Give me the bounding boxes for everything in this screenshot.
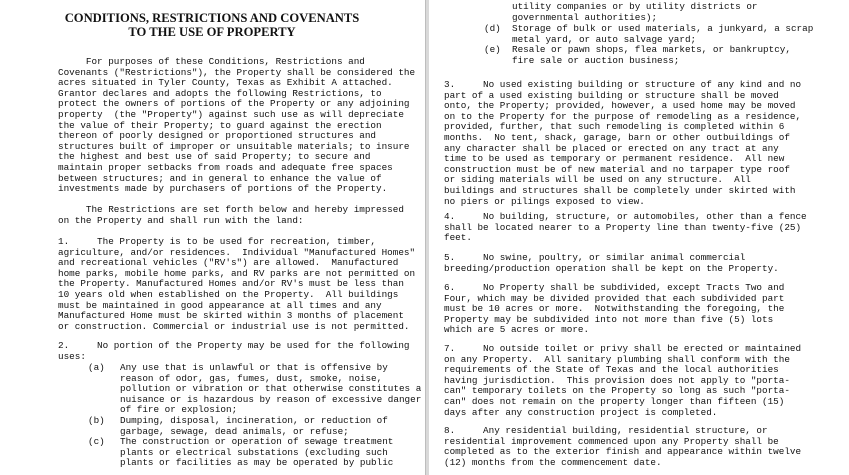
text-line: Property may be subdivided into not more than five (5) lots xyxy=(444,313,774,325)
text-line: requirements of the State of Texas and the local authorities xyxy=(444,364,779,376)
subitem xyxy=(444,45,844,66)
subitem-list-left xyxy=(58,362,422,469)
text-line: uses: xyxy=(58,350,86,362)
text-line: Any use that is unlawful or that is offensive by xyxy=(120,362,388,373)
subitem xyxy=(444,24,844,45)
restriction-8 xyxy=(444,426,844,468)
restriction-6 xyxy=(444,283,844,336)
text-line: The construction or operation of sewage treatment xyxy=(120,436,394,448)
text-line: of fire or explosion; xyxy=(120,404,238,416)
restriction-7 xyxy=(444,344,844,418)
restriction-2-continuation xyxy=(444,2,844,23)
title-line-2: TO THE USE OF PROPERTY xyxy=(128,24,296,39)
text-line: fire sale or auction business; xyxy=(512,54,680,66)
intro-lines xyxy=(58,56,416,195)
text-line: having jurisdiction. This provision does not apply to "porta- xyxy=(444,374,790,386)
restriction-2-lines xyxy=(58,341,410,362)
text-line: buildings and structures shall be completely under skirted with xyxy=(444,184,796,196)
text-line: protect the owners of portions of the Property or any adjoining xyxy=(58,98,410,110)
text-line: maintain proper setbacks from roads and adequate free spaces xyxy=(58,161,393,173)
restriction-3-lines xyxy=(444,80,844,207)
text-line: plants or electrical substations (excluding such xyxy=(120,446,388,458)
text-line: which are 5 acres or more. xyxy=(444,324,590,336)
text-line: months. No tent, shack, garage, barn or other outbuildings of xyxy=(444,131,790,143)
restriction-2-subitems-right xyxy=(444,24,844,66)
restriction-2 xyxy=(58,341,410,362)
text-line: acres situated in Tyler County, Texas as Exhibit A attached. xyxy=(58,77,393,89)
text-line: any character shall be placed or erected on any tract at any xyxy=(444,142,779,154)
text-line: 1. The Property is to be used for recreation, timber, xyxy=(58,236,377,247)
text-line: property (the "Property") against such use as will depreciate xyxy=(58,108,404,120)
set-forth-lines xyxy=(58,205,410,226)
text-line: 7. No outside toilet or privy shall be erected or maintained xyxy=(444,343,802,354)
page-divider xyxy=(425,0,429,475)
text-line: provided, further, that such remodeling is completed within 6 xyxy=(444,121,785,133)
text-line: 3. No used existing building or structure of any kind and no xyxy=(444,79,802,90)
subitem-label: (d) xyxy=(484,23,501,34)
text-line: breeding/production operation shall be kept on the Property. xyxy=(444,262,779,274)
text-line: Resale or pawn shops, flea markets, or bankruptcy, xyxy=(512,44,791,56)
text-line: agriculture, and/or residences. Individual "Manufactured Homes" xyxy=(58,246,416,258)
text-line: or construction. Commercial or industrial use is not permitted. xyxy=(58,320,410,332)
subitem xyxy=(58,437,410,469)
text-line: must be 10 acres or more. Notwithstanding the foregoing, the xyxy=(444,303,785,315)
text-line: governmental authorities); xyxy=(512,11,658,23)
text-line: 2. No portion of the Property may be used for the following xyxy=(58,340,410,351)
text-line: on the Property and shall run with the land: xyxy=(58,214,304,226)
text-line: onto, the Property; provided, however, a used home may be moved xyxy=(444,100,796,112)
restriction-1-lines xyxy=(58,236,416,332)
restriction-4 xyxy=(444,212,844,244)
text-line: plants or facilities as may be operated by public xyxy=(120,457,394,469)
text-line: can" does not remain on the property longer than fifteen (15) xyxy=(444,395,785,407)
set-forth-paragraph xyxy=(58,205,410,226)
title-line-1: CONDITIONS, RESTRICTIONS AND COVENANTS xyxy=(64,11,360,25)
restriction-5-lines xyxy=(444,253,844,274)
text-line: 5. No swine, poultry, or similar animal commercial xyxy=(444,252,746,263)
text-line: Grantor declares and adopts the following Restrictions, to xyxy=(58,87,382,99)
text-line: Manufactured Home must be skirted within 3 months of placement xyxy=(58,310,404,322)
text-line: home parks, mobile home parks, and RV parks are not permitted on xyxy=(58,267,416,279)
text-line: can" temporary toilets on the Property so long as such "porta- xyxy=(444,385,790,397)
text-line: and recreational vehicles ("RV's") are allowed. Manufactured xyxy=(58,257,399,269)
text-line: thereon of poorly designed or proportioned structures and xyxy=(58,130,377,142)
restriction-1 xyxy=(58,236,416,332)
text-line: 4. No building, structure, or automobiles, other than a fence xyxy=(444,211,807,222)
continuation-lines xyxy=(512,2,844,23)
text-line: reason of odor, gas, fumes, dust, smoke, noise, xyxy=(120,372,383,384)
text-line: garbage, sewage, dead animals, or refuse; xyxy=(120,425,349,437)
text-line: metal yard, or auto salvage yard; xyxy=(512,33,697,45)
subitem-label: (b) xyxy=(88,414,105,426)
text-line: the value of their Property; to guard against the erection xyxy=(58,119,382,131)
text-line: must be maintained in good appearance at all times and any xyxy=(58,299,382,311)
restriction-5 xyxy=(444,253,844,274)
restriction-8-lines xyxy=(444,426,844,468)
subitem-text xyxy=(512,24,844,45)
text-line: feet. xyxy=(444,232,472,244)
restriction-6-lines xyxy=(444,283,844,336)
subitem-text xyxy=(120,416,410,437)
subitem-text xyxy=(120,362,422,416)
restriction-2-subitems xyxy=(58,362,422,469)
subitem-label: (e) xyxy=(484,44,501,56)
text-line: shall be located nearer to a Property line than twenty-five (25) xyxy=(444,221,802,233)
text-line: For purposes of these Conditions, Restrictions and xyxy=(58,56,365,67)
text-line: 6. No Property shall be subdivided, except Tracts Two and xyxy=(444,282,785,293)
right-page xyxy=(431,0,849,475)
restriction-7-lines xyxy=(444,344,844,418)
text-line: Four, which may be divided provided that each subdivided part xyxy=(444,292,785,304)
text-line: the highest and best use of said Property; to secure and xyxy=(58,151,371,163)
subitem-list-right xyxy=(444,24,844,66)
text-line: on any Property. All sanitary plumbing shall conform with the xyxy=(444,353,790,365)
subitem-text xyxy=(120,437,410,469)
text-line: between structures; and in general to enhance the value of xyxy=(58,172,382,184)
text-line: time to be used as temporary or permanent residence. All new xyxy=(444,153,785,165)
text-line: Dumping, disposal, incineration, or reduction of xyxy=(120,414,388,426)
text-line: days after any construction project is completed. xyxy=(444,406,718,418)
text-line: structures built of improper or unsuitable materials; to insure xyxy=(58,140,410,152)
text-line: (12) months from the commencement date. xyxy=(444,456,662,468)
text-line: 10 years old when established on the Property. All buildings xyxy=(58,288,399,300)
text-line: completed as to the exterior finish and appearance within twelve xyxy=(444,446,802,458)
subitem xyxy=(58,416,410,437)
subitem xyxy=(58,362,422,416)
text-line: residential improvement commenced upon any Property shall be xyxy=(444,435,779,447)
text-line: The Restrictions are set forth below and hereby impressed xyxy=(58,204,404,215)
text-line: pollution or vibration or that otherwise constitutes a xyxy=(120,383,422,395)
text-line: investments made by purchasers of portions of the Property. xyxy=(58,183,388,195)
text-line: utility companies or by utility districts or xyxy=(512,1,758,12)
text-line: on to the Property for the purpose of remodeling as a residence, xyxy=(444,110,802,122)
text-line: Storage of bulk or used materials, a junkyard, a scrap xyxy=(512,23,814,34)
text-line: part of a used existing building or structure shall be moved xyxy=(444,89,779,101)
subitem-text xyxy=(512,45,844,66)
text-line: 8. Any residential building, residential structure, or xyxy=(444,425,768,436)
text-line: no piers or pilings exposed to view. xyxy=(444,195,645,207)
text-line: Covenants ("Restrictions"), the Property shall be considered the xyxy=(58,66,416,78)
text-line: nuisance or is hazardous by reason of excessive danger xyxy=(120,393,422,405)
left-page xyxy=(0,0,424,475)
subitem-label: (a) xyxy=(88,362,105,373)
restriction-4-lines xyxy=(444,212,844,244)
document-title xyxy=(0,0,424,39)
subitem-label: (c) xyxy=(88,436,105,448)
text-line: or siding materials will be used on any structure. All xyxy=(444,174,751,186)
restriction-3 xyxy=(444,80,844,207)
intro-paragraph xyxy=(58,56,416,195)
text-line: the Property. Manufactured Homes and/or RV's must be less than xyxy=(58,278,404,290)
text-line: construction must be of new material and no tarpaper type roof xyxy=(444,163,790,175)
